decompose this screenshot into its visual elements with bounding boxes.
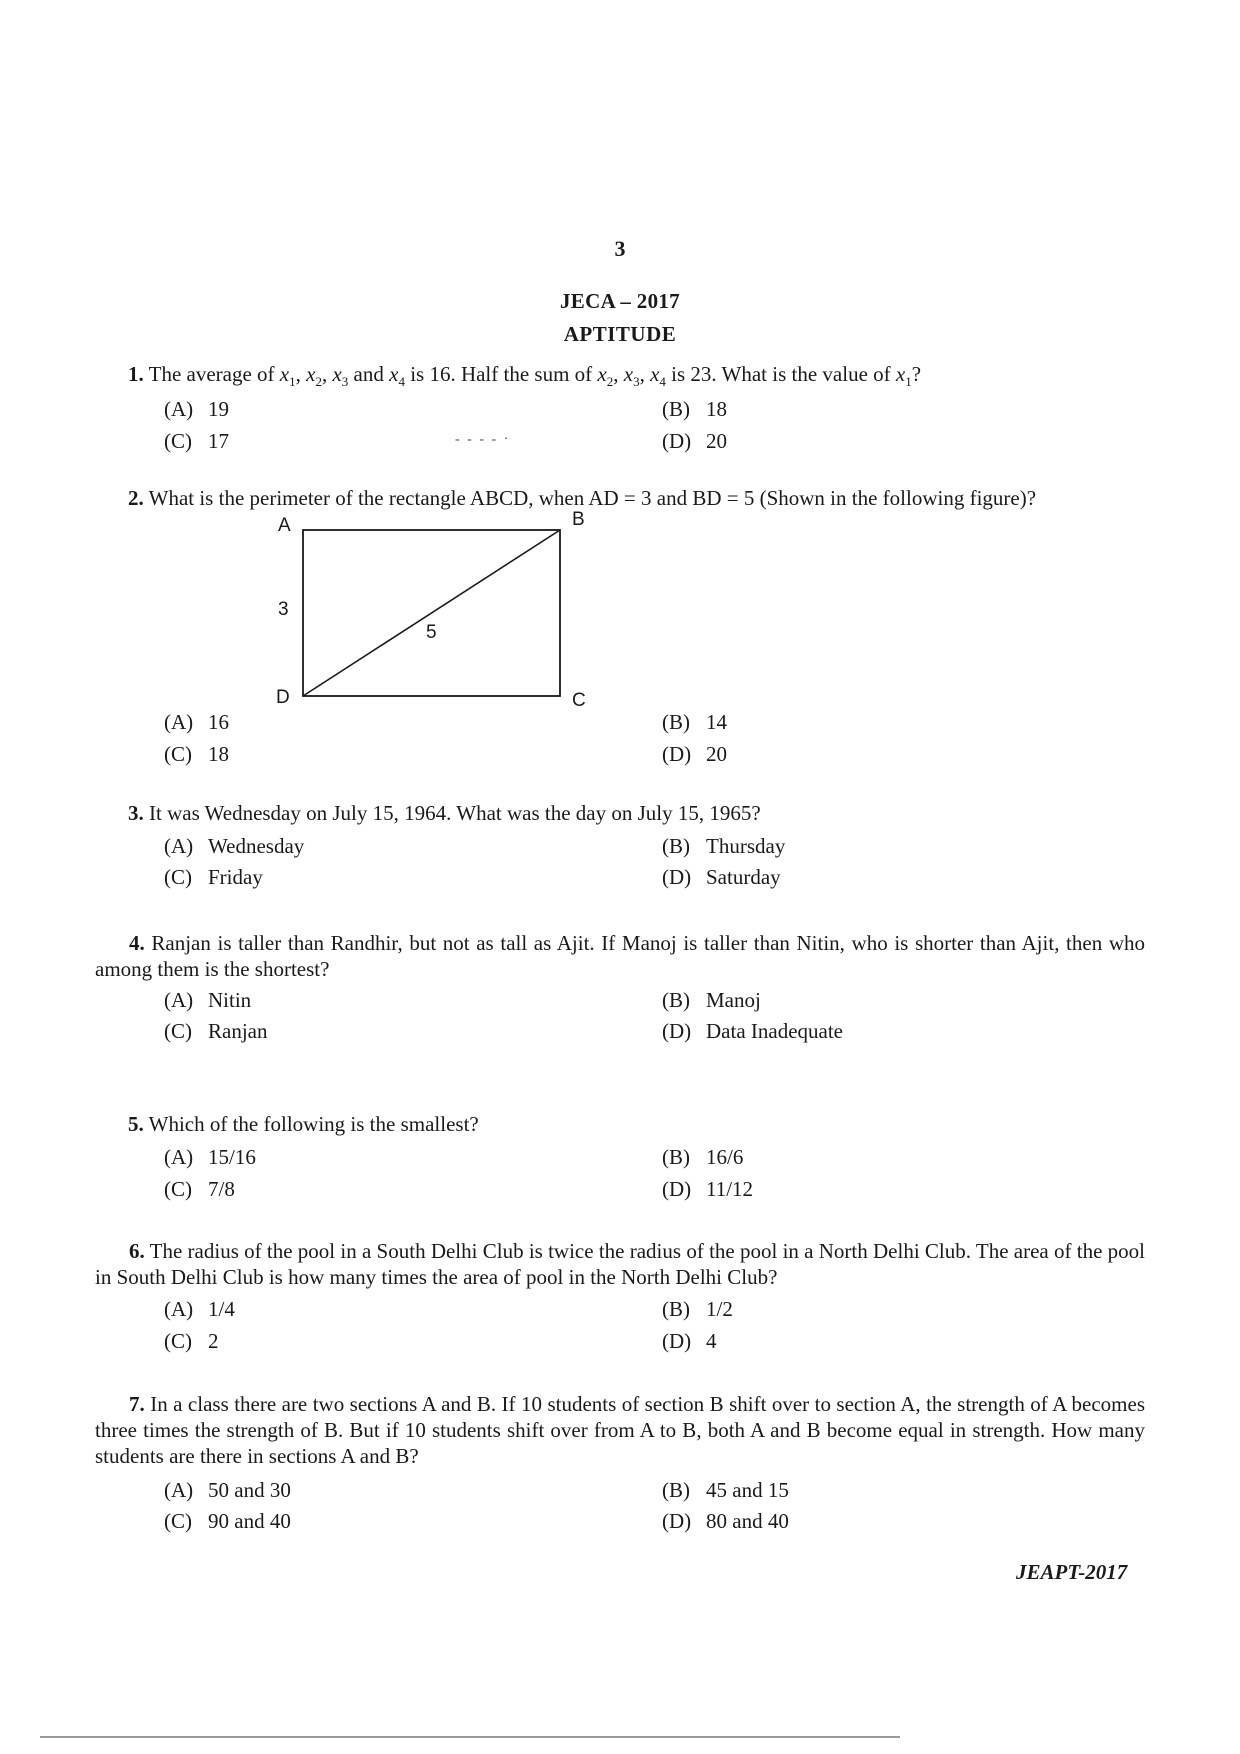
option-d: (D) 20 xyxy=(662,429,727,453)
option-a: (A) 1/4 xyxy=(164,1297,235,1321)
option-a: (A) 50 and 30 xyxy=(164,1478,291,1502)
option-c: (C) 18 xyxy=(164,742,229,766)
option-b: (B) 16/6 xyxy=(662,1145,744,1169)
diagonal-bd-label: 5 xyxy=(426,622,437,643)
side-ad-label: 3 xyxy=(278,599,289,620)
vertex-label-b: B xyxy=(572,509,585,530)
option-c: (C) 90 and 40 xyxy=(164,1509,291,1533)
option-c: (C) Ranjan xyxy=(164,1019,268,1043)
page-number: 3 xyxy=(614,236,626,261)
question-text: It was Wednesday on July 15, 1964. What was the day on July 15, 1965? xyxy=(149,801,761,825)
option-d: (D) 4 xyxy=(662,1329,717,1353)
question-5 xyxy=(128,1112,479,1137)
question-number: 4. xyxy=(129,931,145,955)
question-number: 6. xyxy=(129,1239,145,1263)
question-7 xyxy=(95,1391,1145,1469)
question-text: In a class there are two sections A and B. If 10 students of section B shift over to section A, the strength of A becomes three times the strength of B. But if 10 students shift over from A to B, both A and B become equal in strength. How many students are there in sections A and B? xyxy=(95,1392,1145,1468)
option-a: (A) 19 xyxy=(164,397,229,421)
question-text: Which of the following is the smallest? xyxy=(148,1112,479,1136)
option-c: (C) 7/8 xyxy=(164,1177,235,1201)
question-2 xyxy=(128,486,1036,511)
question-text: The radius of the pool in a South Delhi Club is twice the radius of the pool in a North Delhi Club. The area of the pool in South Delhi Club is how many times the area of pool in the North Delhi Club? xyxy=(95,1239,1145,1289)
question-text: What is the perimeter of the rectangle ABCD, when AD = 3 and BD = 5 (Shown in the following figure)? xyxy=(148,486,1037,510)
question-text: The average of $x_1$, $x_2$, $x_3$ and $x_4$ is 16. Half the sum of $x_2$, $x_3$, $x_4$ is 23. What is the value of $x_1$? xyxy=(148,362,922,390)
option-b: (B) 45 and 15 xyxy=(662,1478,789,1502)
option-d: (D) Data Inadequate xyxy=(662,1019,844,1043)
vertex-label-d: D xyxy=(276,687,290,708)
vertex-label-c: C xyxy=(572,690,586,711)
question-3 xyxy=(128,801,761,826)
option-b: (B) Thursday xyxy=(662,834,786,858)
option-a: (A) 15/16 xyxy=(164,1145,256,1169)
question-number: 1. xyxy=(128,362,144,386)
question-number: 3. xyxy=(128,801,144,825)
footer-code: JEAPT-2017 xyxy=(1016,1560,1128,1584)
option-b: (B) 18 xyxy=(662,397,727,421)
bottom-rule xyxy=(40,1736,900,1738)
question-number: 5. xyxy=(128,1112,144,1136)
option-b: (B) 1/2 xyxy=(662,1297,733,1321)
question-number: 7. xyxy=(129,1392,145,1416)
rectangle-figure xyxy=(270,509,600,721)
question-text: Ranjan is taller than Randhir, but not as tall as Ajit. If Manoj is taller than Nitin, who is shorter than Ajit, then who among them is the shortest? xyxy=(95,931,1146,981)
question-4 xyxy=(95,930,1145,982)
question-1 xyxy=(128,362,921,390)
option-d: (D) 11/12 xyxy=(662,1177,754,1201)
option-a: (A) Wednesday xyxy=(164,834,305,858)
rectangle-abcd-diagram xyxy=(270,515,600,715)
vertex-label-a: A xyxy=(278,515,291,536)
diagonal-bd xyxy=(303,530,560,696)
scan-marks: - - - - · xyxy=(455,432,511,447)
option-b: (B) 14 xyxy=(662,710,727,734)
option-c: (C) 17 xyxy=(164,429,229,453)
question-number: 2. xyxy=(128,486,144,510)
option-b: (B) Manoj xyxy=(662,988,761,1012)
section-title: APTITUDE xyxy=(563,322,677,346)
option-c: (C) Friday xyxy=(164,865,263,889)
option-a: (A) Nitin xyxy=(164,988,252,1012)
option-a: (A) 16 xyxy=(164,710,229,734)
option-d: (D) 20 xyxy=(662,742,727,766)
exam-code: JECA – 2017 xyxy=(560,289,680,313)
option-d: (D) 80 and 40 xyxy=(662,1509,789,1533)
question-6 xyxy=(95,1238,1145,1290)
option-c: (C) 2 xyxy=(164,1329,219,1353)
option-d: (D) Saturday xyxy=(662,865,781,889)
